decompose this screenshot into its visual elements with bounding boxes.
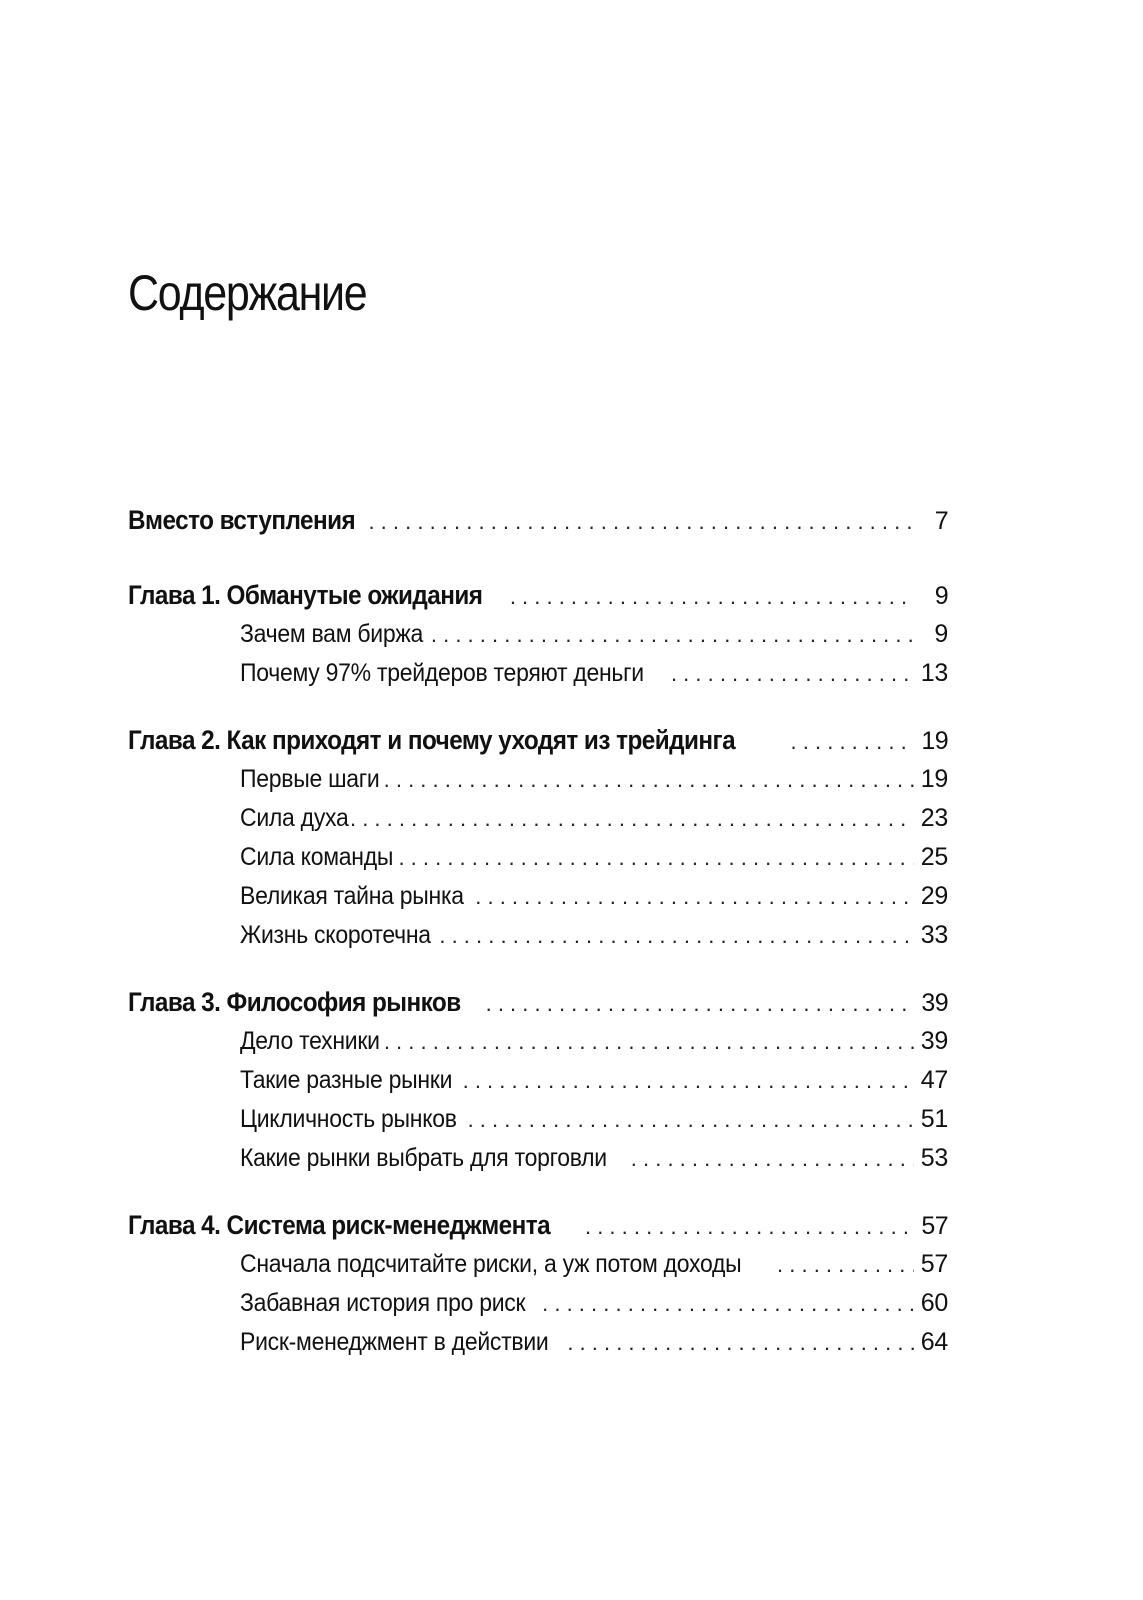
toc-subentry[interactable] (128, 843, 948, 882)
leader-dots (398, 845, 914, 871)
toc-entry-page: 19 (921, 727, 948, 755)
leader-dots (368, 509, 914, 535)
toc-subentry[interactable] (128, 620, 948, 659)
toc-subentry[interactable] (128, 1328, 948, 1367)
toc-subentry-page: 29 (920, 882, 948, 910)
toc-subentry-title: Почему 97% трейдеров теряют деньги (240, 659, 644, 687)
toc-subentry-title: Первые шаги (240, 765, 380, 793)
toc-subentry-page: 57 (920, 1250, 948, 1278)
leader-dots (585, 1214, 914, 1240)
toc-subentry-page: 23 (920, 804, 948, 832)
toc-subentry-title: Какие рынки выбрать для торговли (240, 1144, 607, 1172)
toc-subentry[interactable] (128, 1250, 948, 1289)
toc-subentry[interactable] (128, 1066, 948, 1105)
toc-section-chapter-2 (128, 725, 948, 960)
leader-dots (439, 923, 914, 949)
page-title: Содержание (128, 265, 367, 321)
toc-subentry-title: Сила команды (240, 843, 394, 871)
toc-subentry-page: 64 (920, 1328, 948, 1356)
toc-subentry[interactable] (128, 1289, 948, 1328)
toc-entry-page: 7 (934, 507, 948, 535)
toc-entry-chapter-1[interactable] (128, 580, 948, 620)
toc-entry-page: 9 (934, 582, 948, 610)
leader-dots (463, 1068, 914, 1094)
leader-dots (777, 1252, 914, 1278)
leader-dots (567, 1330, 914, 1356)
toc-subentry[interactable] (128, 1105, 948, 1144)
toc-entry-intro[interactable] (128, 505, 948, 545)
toc-subentry-page: 13 (920, 659, 948, 687)
toc-section-chapter-1 (128, 580, 948, 698)
leader-dots (510, 584, 914, 610)
toc-subentry-title: Великая тайна рынка (240, 882, 464, 910)
leader-dots (468, 1107, 914, 1133)
toc-entry-title: Глава 1. Обманутые ожидания (128, 580, 483, 610)
toc-subentry[interactable] (128, 1027, 948, 1066)
leader-dots (384, 1029, 914, 1055)
toc-entry-title: Глава 2. Как приходят и почему уходят из трейдинга (128, 725, 736, 755)
toc-subentry[interactable] (128, 921, 948, 960)
leader-dots (791, 729, 914, 755)
toc-subentry[interactable] (128, 1144, 948, 1183)
toc-entry-title: Глава 4. Система риск-менеджмента (128, 1210, 551, 1240)
toc-section-chapter-3 (128, 987, 948, 1183)
toc-entry-chapter-3[interactable] (128, 987, 948, 1027)
leader-dots (350, 806, 914, 832)
leader-dots (542, 1291, 914, 1317)
toc-subentry-title: Дело техники (240, 1027, 380, 1055)
toc-subentry-title: Сила духа (240, 804, 349, 832)
toc-subentry[interactable] (128, 804, 948, 843)
toc-subentry-page: 60 (920, 1289, 948, 1317)
toc-subentry-page: 39 (920, 1027, 948, 1055)
toc-entry-chapter-4[interactable] (128, 1210, 948, 1250)
toc-subentry-page: 53 (920, 1144, 948, 1172)
toc-entry-title: Глава 3. Философия рынков (128, 987, 461, 1017)
toc-subentry-title: Зачем вам биржа (240, 620, 423, 648)
toc-subentry-page: 9 (934, 620, 948, 648)
toc-subentry-title: Риск-менеджмент в действии (240, 1328, 549, 1356)
toc-subentry-title: Цикличность рынков (240, 1105, 457, 1133)
leader-dots (671, 661, 914, 687)
toc-section-chapter-4 (128, 1210, 948, 1367)
toc-subentry-title: Сначала подсчитайте риски, а уж потом доходы (240, 1250, 742, 1278)
toc-entry-title: Вместо вступления (128, 505, 356, 535)
toc-subentry-title: Забавная история про риск (240, 1289, 526, 1317)
toc-subentry[interactable] (128, 765, 948, 804)
table-of-contents (128, 505, 948, 1394)
leader-dots (631, 1146, 914, 1172)
leader-dots (475, 884, 914, 910)
toc-subentry-page: 51 (920, 1105, 948, 1133)
toc-subentry-page: 33 (920, 921, 948, 949)
leader-dots (431, 622, 914, 648)
leader-dots (384, 767, 914, 793)
leader-dots (486, 991, 914, 1017)
toc-subentry[interactable] (128, 659, 948, 698)
toc-entry-chapter-2[interactable] (128, 725, 948, 765)
toc-subentry-title: Такие разные рынки (240, 1066, 453, 1094)
toc-subentry-title: Жизнь скоротечна (240, 921, 431, 949)
toc-subentry-page: 25 (920, 843, 948, 871)
toc-entry-page: 57 (921, 1212, 948, 1240)
toc-subentry-page: 47 (920, 1066, 948, 1094)
toc-subentry-page: 19 (920, 765, 948, 793)
toc-section-intro (128, 505, 948, 545)
toc-entry-page: 39 (921, 989, 948, 1017)
toc-subentry[interactable] (128, 882, 948, 921)
